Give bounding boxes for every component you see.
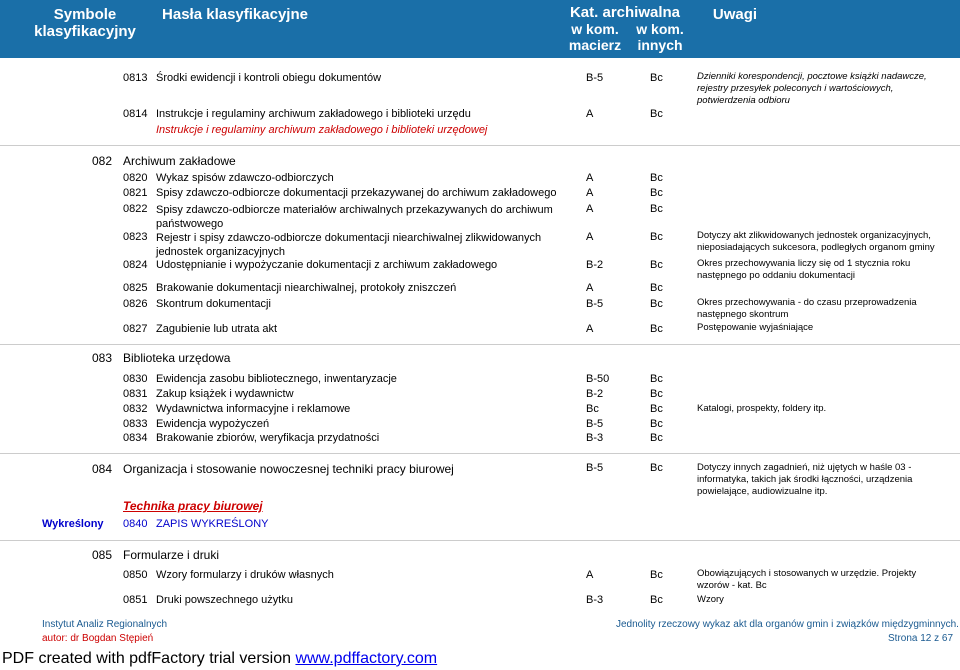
row-kat2: Bc (650, 594, 663, 606)
row-desc: Ewidencja zasobu bibliotecznego, inwentaryzacje (156, 373, 397, 385)
row-desc: Ewidencja wypożyczeń (156, 418, 270, 430)
row-kat1: Bc (586, 403, 599, 415)
footer-title: Jednolity rzeczowy wykaz akt dla organów gmin i związków międzygminnych. (616, 619, 959, 630)
row-note: Wzory (697, 594, 724, 605)
header-kat: Kat. archiwalna (569, 4, 681, 21)
footer-page: Strona 12 z 67 (888, 633, 954, 644)
row-desc: Środki ewidencji i kontroli obiegu dokumentów (156, 72, 382, 84)
row-code: 0850 (123, 569, 148, 581)
footer-author: autor: dr Bogdan Stępień (42, 633, 154, 644)
header-symbol: Symbole klasyfikacyjny (34, 6, 136, 41)
group-code: 082 (92, 154, 113, 168)
group-code: 085 (92, 548, 113, 562)
row-struck-marker: Wykreślony (42, 518, 104, 530)
row-kat1: B-5 (586, 72, 604, 84)
divider (0, 540, 960, 541)
row-code: 0825 (123, 282, 148, 294)
row-desc: Spisy zdawczo-odbiorcze materiałów archiwalnych przekazywanych do archiwum państwowego (156, 204, 553, 230)
row-note: Dzienniki korespondencji, pocztowe książki nadawcze, rejestry przesyłek poleconych i wartościowych, potwierdzenia odbioru (697, 71, 927, 106)
row-kat1: B-2 (586, 259, 604, 271)
row-note: Obowiązujących i stosowanych w urzędzie. Projekty wzorów - kat. Bc (697, 568, 917, 591)
group-title: Biblioteka urzędowa (123, 351, 231, 365)
header-uwagi: Uwagi (712, 6, 758, 23)
row-kat1: A (586, 172, 594, 184)
row-code: 0823 (123, 231, 148, 243)
divider (0, 453, 960, 454)
row-kat1: A (586, 203, 594, 215)
row-desc-struck-alt: Instrukcje i regulaminy archiwum zakładowego i biblioteki urzędowej (156, 124, 488, 136)
row-code: 0827 (123, 323, 148, 335)
row-kat2: Bc (650, 432, 663, 444)
row-kat2: Bc (650, 187, 663, 199)
group-code: 084 (92, 462, 113, 476)
row-note: Dotyczy akt zlikwidowanych jednostek organizacyjnych, nieposiadających sukcesora, podległych organom gminy (697, 230, 935, 253)
row-kat1: B-2 (586, 388, 604, 400)
row-note: Dotyczy innych zagadnień, niż ujętych w haśle 03 - informatyka, takich jak środki łączności, urządzenia powielające, audiowizualne itp. (697, 462, 913, 497)
footer-institute: Instytut Analiz Regionalnych (42, 619, 168, 630)
row-desc: Zagubienie lub utrata akt (156, 323, 278, 335)
row-desc: Skontrum dokumentacji (156, 298, 271, 310)
divider (0, 344, 960, 345)
row-code: 0821 (123, 187, 148, 199)
row-desc: Udostępnianie i wypożyczanie dokumentacji z archiwum zakładowego (156, 259, 498, 271)
row-note: Okres przechowywania - do czasu przeprowadzenia następnego skontrum (697, 297, 917, 320)
row-code: 0814 (123, 108, 148, 120)
row-desc: Rejestr i spisy zdawczo-odbiorcze dokumentacji niearchiwalnej zlikwidowanych jednostek organizacyjnych (156, 232, 542, 258)
row-kat1: B-3 (586, 432, 604, 444)
row-note: Katalogi, prospekty, foldery itp. (697, 403, 827, 414)
row-note: Okres przechowywania liczy się od 1 stycznia roku następnego po oddaniu dokumentacji (697, 258, 911, 281)
row-kat1: A (586, 187, 594, 199)
row-kat2: Bc (650, 172, 663, 184)
row-kat1: A (586, 108, 594, 120)
row-kat1: B-3 (586, 594, 604, 606)
group-subtitle: Technika pracy biurowej (123, 499, 263, 513)
row-desc: Druki powszechnego użytku (156, 594, 293, 606)
row-code: 0826 (123, 298, 148, 310)
row-kat2: Bc (650, 462, 663, 474)
row-code: 0820 (123, 172, 148, 184)
row-desc: Zakup książek i wydawnictw (156, 388, 294, 400)
pdf-banner (2, 650, 437, 668)
row-kat2: Bc (650, 418, 663, 430)
row-kat1: A (586, 569, 594, 581)
row-kat2: Bc (650, 323, 663, 335)
row-code: 0840 (123, 518, 148, 530)
row-desc: Wykaz spisów zdawczo-odbiorczych (156, 172, 334, 184)
row-kat1: B-5 (586, 298, 604, 310)
group-code: 083 (92, 351, 113, 365)
row-code: 0832 (123, 403, 148, 415)
group-title: Organizacja i stosowanie nowoczesnej techniki pracy biurowej (123, 462, 454, 476)
row-kat1: B-5 (586, 462, 604, 474)
row-kat2: Bc (650, 72, 663, 84)
row-kat1: A (586, 282, 594, 294)
header-kat-macierz: w kom. macierz (568, 21, 622, 54)
row-kat2: Bc (650, 569, 663, 581)
row-code: 0822 (123, 203, 148, 215)
group-title: Archiwum zakładowe (123, 154, 236, 168)
row-code: 0830 (123, 373, 148, 385)
header-haslo: Hasła klasyfikacyjne (162, 6, 308, 23)
row-desc: Wzory formularzy i druków własnych (156, 569, 334, 581)
row-code: 0831 (123, 388, 148, 400)
row-kat2: Bc (650, 259, 663, 271)
row-desc: Brakowanie dokumentacji niearchiwalnej, protokoły zniszczeń (156, 282, 457, 294)
header-kat-innych: w kom. innych (636, 21, 684, 54)
row-kat2: Bc (650, 203, 663, 215)
row-kat1: A (586, 323, 594, 335)
pdf-banner-link[interactable]: www.pdffactory.com (295, 650, 438, 667)
row-desc: Spisy zdawczo-odbiorcze dokumentacji przekazywanej do archiwum zakładowego (156, 187, 557, 199)
group-title: Formularze i druki (123, 548, 220, 562)
row-kat1: A (586, 231, 594, 243)
row-desc: Instrukcje i regulaminy archiwum zakładowego i biblioteki urzędu (156, 108, 471, 120)
row-kat2: Bc (650, 403, 663, 415)
row-kat2: Bc (650, 282, 663, 294)
row-desc: Wydawnictwa informacyjne i reklamowe (156, 403, 351, 415)
row-code: 0813 (123, 72, 148, 84)
table-header (0, 0, 960, 58)
row-kat2: Bc (650, 388, 663, 400)
row-kat2: Bc (650, 298, 663, 310)
row-note: Postępowanie wyjaśniające (697, 322, 814, 333)
row-code: 0834 (123, 432, 148, 444)
row-code: 0833 (123, 418, 148, 430)
row-kat1: B-50 (586, 373, 610, 385)
row-desc: ZAPIS WYKREŚLONY (156, 518, 269, 530)
row-code: 0824 (123, 259, 148, 271)
pdf-banner-text: PDF created with pdfFactory trial version (2, 650, 296, 667)
row-kat2: Bc (650, 373, 663, 385)
row-code: 0851 (123, 594, 148, 606)
row-kat2: Bc (650, 231, 663, 243)
row-kat1: B-5 (586, 418, 604, 430)
divider (0, 145, 960, 146)
row-kat2: Bc (650, 108, 663, 120)
row-desc: Brakowanie zbiorów, weryfikacja przydatności (156, 432, 380, 444)
